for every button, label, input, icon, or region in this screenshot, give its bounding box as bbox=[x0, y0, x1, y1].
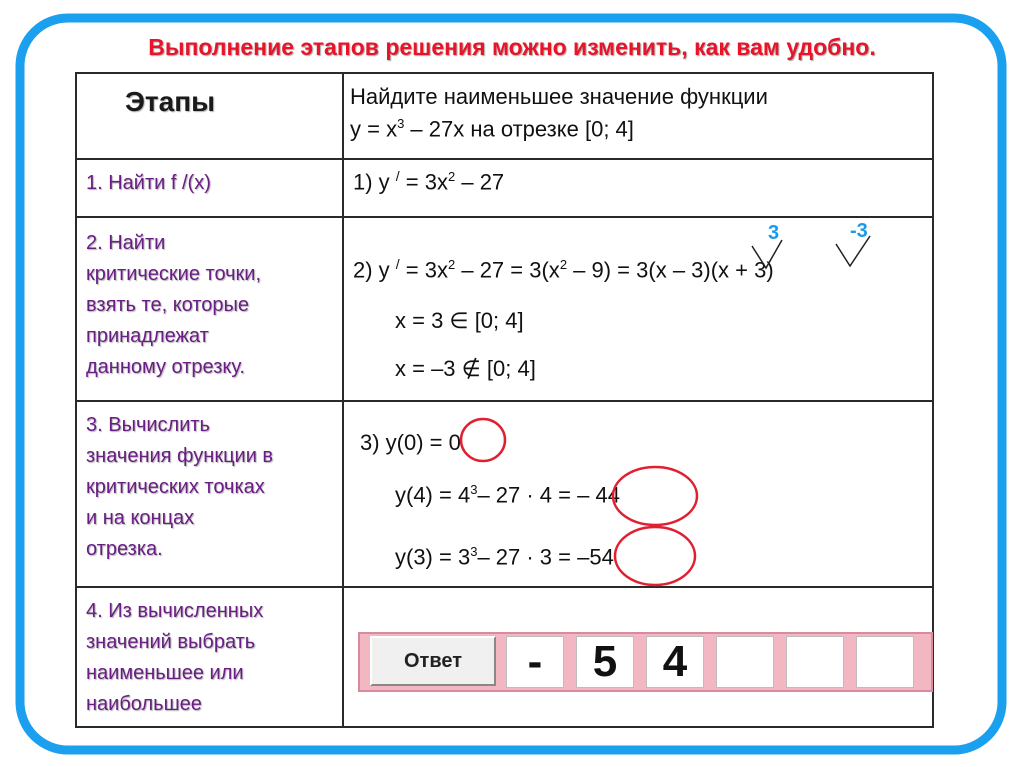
highlight-circle bbox=[613, 467, 697, 525]
value-at-3: $y(3) = 3^3-$ 27 · 3 = –54 bbox=[395, 544, 614, 570]
derivative-line: 1) y $^/ = 3x^2 - 27$ bbox=[353, 168, 505, 195]
highlight-circle bbox=[615, 527, 695, 585]
root-annotation-minus3: -3 bbox=[850, 220, 868, 242]
value-at-0: 3) y(0) = 0 bbox=[360, 430, 461, 455]
check-mark-icon bbox=[836, 236, 870, 266]
answer-cell[interactable] bbox=[786, 636, 844, 688]
stage-2-text: 2. Найти критические точки, взять те, которые принадлежат данному отрезку. bbox=[86, 232, 262, 378]
task-statement-line1: Найдите наименьшее значение функции bbox=[350, 84, 768, 109]
root-annotation-3: 3 bbox=[768, 222, 780, 244]
factorization-line: 2) y $^/ = 3x^2 - 27 = 3(x^2 - 9) = 3(x - 3)(x + 3)$ bbox=[353, 256, 774, 283]
column-header-stages: Этапы bbox=[125, 86, 216, 117]
answer-cell[interactable]: - bbox=[506, 636, 564, 688]
answer-button[interactable]: Ответ bbox=[370, 636, 496, 686]
answer-cell[interactable]: 4 bbox=[646, 636, 704, 688]
critical-point-1: x = 3 ∈ [0; 4] bbox=[395, 308, 524, 333]
task-statement-line2: $y = x^3 - 27x$ на отрезке [0; 4] bbox=[350, 116, 634, 142]
check-mark-icon bbox=[752, 240, 782, 268]
value-at-4: $y(4) = 4^3-$ 27 · 4 = – 44 bbox=[395, 482, 620, 508]
answer-cell[interactable] bbox=[716, 636, 774, 688]
stage-4-text: 4. Из вычисленных значений выбрать наименьшее или наибольшее bbox=[86, 600, 264, 715]
highlight-circle bbox=[461, 419, 505, 461]
critical-point-2: x = –3 ∉ [0; 4] bbox=[395, 356, 536, 381]
stage-3-text: 3. Вычислить значения функции в критических точках и на концах отрезка. bbox=[86, 414, 274, 560]
stage-1-text: 1. Найти f /(x) bbox=[86, 172, 211, 194]
page-title: Выполнение этапов решения можно изменить, как вам удобно. bbox=[148, 34, 876, 60]
answer-cell[interactable] bbox=[856, 636, 914, 688]
answer-cell[interactable]: 5 bbox=[576, 636, 634, 688]
